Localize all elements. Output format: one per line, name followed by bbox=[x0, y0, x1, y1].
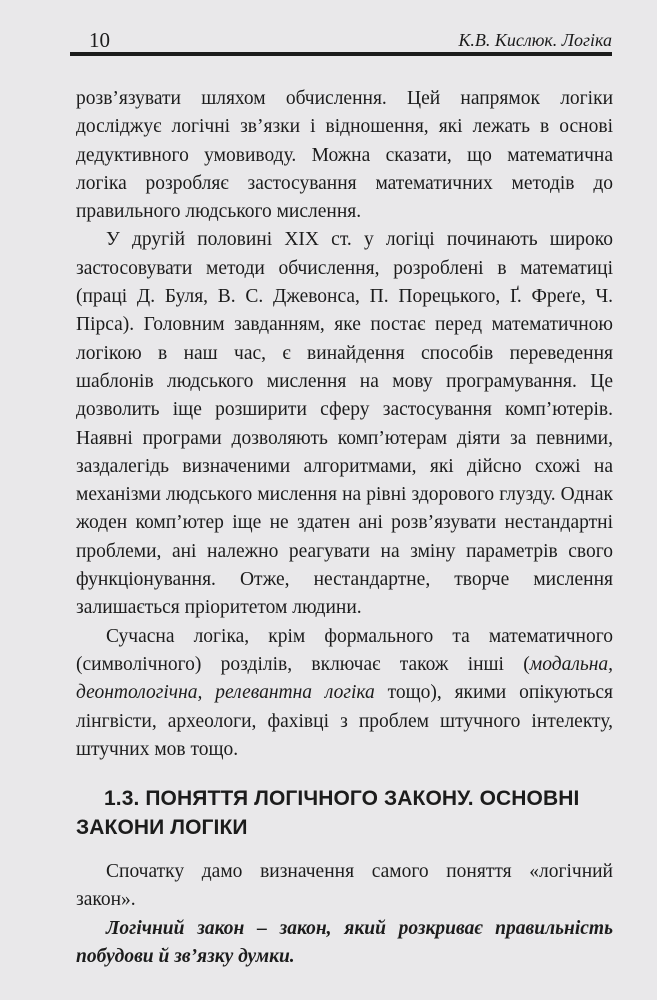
header-rule bbox=[70, 52, 612, 56]
page-header bbox=[70, 24, 612, 56]
definition-logical-law: Логічний закон – закон, який розкриває правильність побудови й зв’язку думки. bbox=[76, 917, 613, 968]
paragraph-text: Сучасна логіка, крім формального та математичного (символічного) розділів, включає також інші ( bbox=[76, 625, 613, 675]
paragraph-italic-terms: модальна, деонтологічна, релевантна логіка bbox=[76, 653, 613, 704]
paragraph-history: У другій половині XIX ст. у логіці починають широко застосовувати методи обчислення, розроблені в математиці (праці Д. Буля, В. С. Джевонса, П. Порецького, Ґ. Фреґе, Ч. Пірса). Головним завданням, яке постає перед математичною логікою в наш час, є винайдення способів переведення шаблонів людського мислення на мову програмування. Це дозволить іще розширити сферу застосування комп’ютерів. Наявні програми дозволяють комп’ютерам діяти за певними, заздалегідь визначеними алгоритмами, які дійсно схожі на механізми людського мислення на рівні здорового глузду. Однак жоден комп’ютер іще не здатен ані розв’язувати нестандартні проблеми, ані належно реагувати на зміну параметрів свого функціонування. Отже, нестандартне, творче мислення залишається пріоритетом людини. bbox=[76, 229, 613, 619]
paragraph-intro: Спочатку дамо визначення самого поняття «логічний закон». bbox=[76, 861, 613, 911]
paragraph-modern-logic bbox=[76, 623, 613, 764]
page-number: 10 bbox=[89, 28, 110, 52]
paragraph-text: тощо), якими опікуються лінгвісти, археологи, фахівці з проблем штучного інтелекту, штучних мов тощо. bbox=[76, 682, 613, 760]
running-title: К.В. Кислюк. Логіка bbox=[458, 30, 612, 50]
section-heading: 1.3. ПОНЯТТЯ ЛОГІЧНОГО ЗАКОНУ. ОСНОВНІ ЗАКОНИ ЛОГІКИ bbox=[76, 787, 580, 840]
page-body bbox=[76, 85, 613, 971]
paragraph-continued: розв’язувати шляхом обчислення. Цей напрямок логіки досліджує логічні зв’язки і відношення, які лежать в основі дедуктивного умовиводу. Можна сказати, що математична логіка розробляє застосування математичних методів до правильного людського мислення. bbox=[76, 88, 613, 223]
